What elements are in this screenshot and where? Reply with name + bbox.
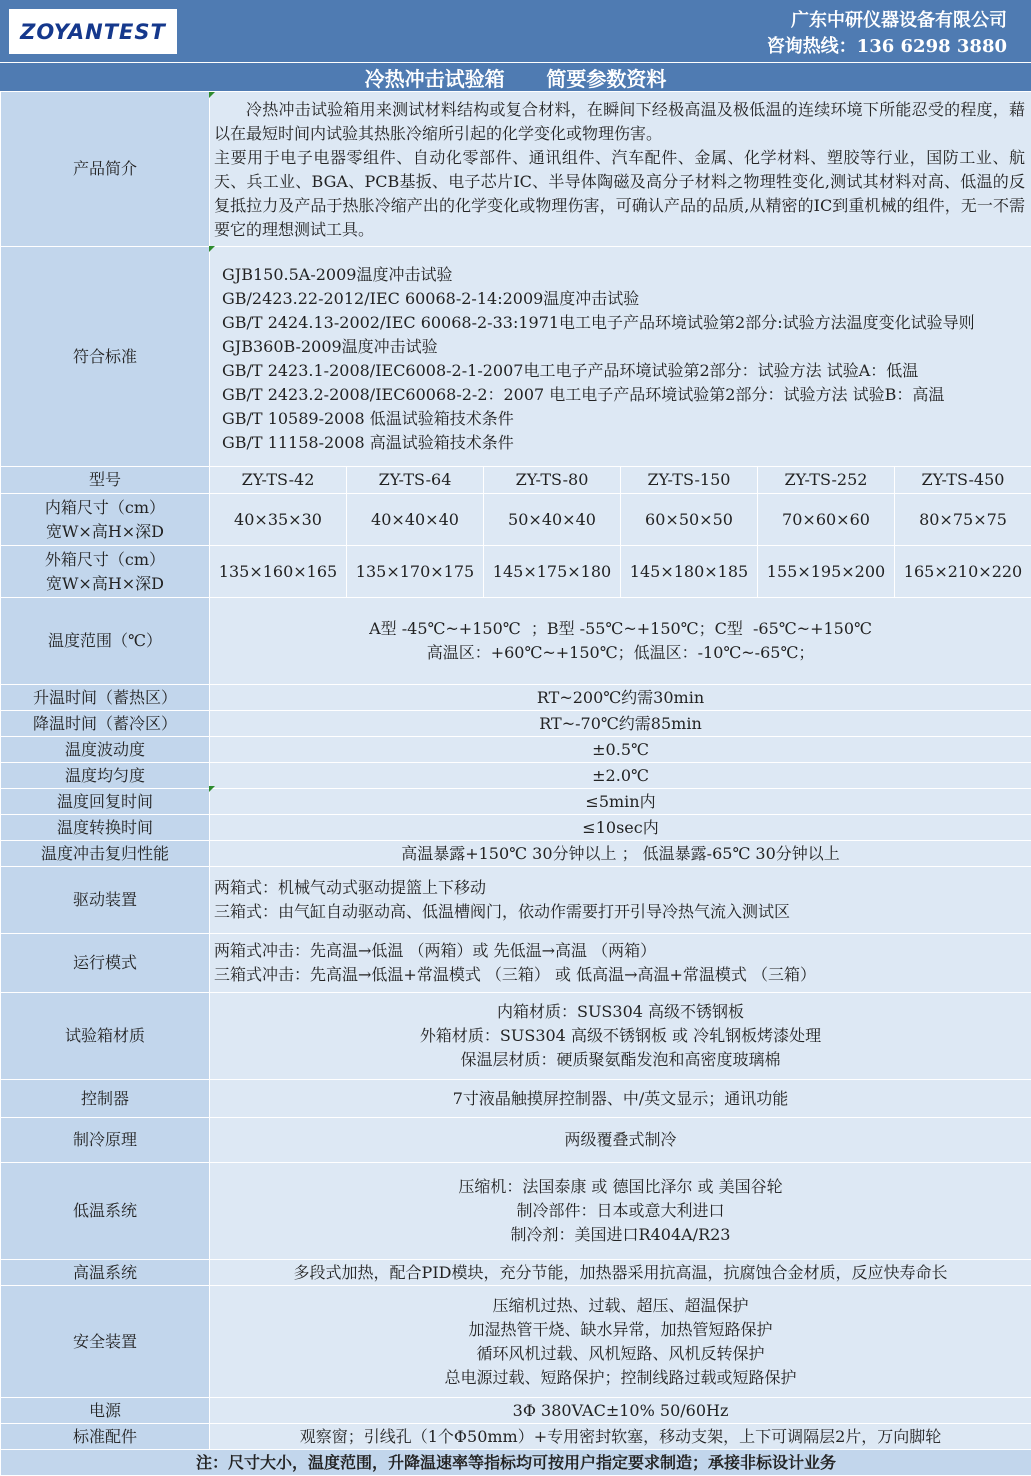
inner-size-value: 70×60×60 xyxy=(758,494,895,546)
outer-size-value: 155×195×200 xyxy=(758,546,895,598)
page-title: 冷热冲击试验箱 简要参数资料 xyxy=(365,63,667,92)
drive-row xyxy=(1,867,1031,934)
model-row xyxy=(1,467,1031,494)
fluctuation-row xyxy=(1,737,1031,763)
high-system-row xyxy=(1,1260,1031,1286)
cool-down-row xyxy=(1,711,1031,737)
outer-size-label-line1: 外箱尺寸（cm） xyxy=(1,548,209,572)
cell-marker-icon xyxy=(209,92,215,98)
power-row xyxy=(1,1398,1031,1424)
standard-item: GB/T 2424.13-2002/IEC 60068-2-33:1971电工电子产品环境试验第2部分:试验方法温度变化试验导则 xyxy=(222,311,1027,335)
outer-size-label xyxy=(1,546,210,598)
inner-size-value: 40×35×30 xyxy=(210,494,347,546)
refrig-row xyxy=(1,1118,1031,1163)
outer-size-row xyxy=(1,546,1031,598)
heat-up-label: 升温时间（蓄热区） xyxy=(1,685,210,711)
material-label: 试验箱材质 xyxy=(1,993,210,1080)
model-name: ZY-TS-252 xyxy=(758,467,895,494)
uniformity-label: 温度均匀度 xyxy=(1,763,210,789)
inner-size-row xyxy=(1,494,1031,546)
page-header xyxy=(0,0,1031,62)
standard-item: GB/T 11158-2008 高温试验箱技术条件 xyxy=(222,431,1027,455)
low-system-line3: 制冷剂：美国进口R404A/R23 xyxy=(210,1223,1031,1247)
temp-range-label: 温度范围（℃） xyxy=(1,598,210,685)
note-row xyxy=(1,1450,1031,1476)
safety-row xyxy=(1,1286,1031,1398)
recovery-label: 温度回复时间 xyxy=(1,789,210,815)
uniformity-value: ±2.0℃ xyxy=(210,763,1031,789)
cool-down-value: RT~-70℃约需85min xyxy=(210,711,1031,737)
outer-size-value: 165×210×220 xyxy=(895,546,1031,598)
temp-range-row xyxy=(1,598,1031,685)
low-system-line2: 制冷部件：日本或意大利进口 xyxy=(210,1199,1031,1223)
standard-item: GB/T 2423.2-2008/IEC60068-2-2：2007 电工电子产品环境试验第2部分：试验方法 试验B：高温 xyxy=(222,383,1027,407)
temp-range-value xyxy=(210,598,1031,685)
inner-size-label xyxy=(1,494,210,546)
model-name: ZY-TS-64 xyxy=(347,467,484,494)
outer-size-value: 135×170×175 xyxy=(347,546,484,598)
fluctuation-label: 温度波动度 xyxy=(1,737,210,763)
safety-line2: 加湿热管干烧、缺水异常，加热管短路保护 xyxy=(210,1318,1031,1342)
inner-size-label-line2: 宽W×高H×深D xyxy=(1,520,209,544)
drive-label: 驱动装置 xyxy=(1,867,210,934)
repeat-label: 温度冲击复归性能 xyxy=(1,841,210,867)
model-name: ZY-TS-42 xyxy=(210,467,347,494)
mode-value xyxy=(210,934,1031,993)
material-value xyxy=(210,993,1031,1080)
cell-marker-icon xyxy=(209,246,215,252)
heat-up-value: RT~200℃约需30min xyxy=(210,685,1031,711)
footer-note: 注：尺寸大小，温度范围，升降温速率等指标均可按用户指定要求制造；承接非标设计业务 xyxy=(1,1450,1031,1476)
intro-paragraph-1: 冷热冲击试验箱用来测试材料结构或复合材料，在瞬间下经极高温及极低温的连续环境下所能忍受的程度，藉以在最短时间内试验其热胀冷缩所引起的化学变化或物理伤害。 xyxy=(214,98,1025,146)
low-system-value xyxy=(210,1163,1031,1260)
switch-label: 温度转换时间 xyxy=(1,815,210,841)
low-system-line1: 压缩机：法国泰康 或 德国比泽尔 或 美国谷轮 xyxy=(210,1175,1031,1199)
company-logo xyxy=(9,9,177,54)
outer-size-value: 135×160×165 xyxy=(210,546,347,598)
material-line3: 保温层材质：硬质聚氨酯发泡和高密度玻璃棉 xyxy=(210,1048,1031,1072)
standard-item: GB/T 2423.1-2008/IEC6008-2-1-2007电工电子产品环境试验第2部分：试验方法 试验A：低温 xyxy=(222,359,1027,383)
standard-item: GB/2423.22-2012/IEC 60068-2-14:2009温度冲击试验 xyxy=(222,287,1027,311)
drive-line1: 两箱式：机械气动式驱动提篮上下移动 xyxy=(214,876,1031,900)
repeat-row xyxy=(1,841,1031,867)
cell-marker-icon xyxy=(209,786,215,792)
standards-list xyxy=(210,247,1031,467)
controller-label: 控制器 xyxy=(1,1080,210,1118)
outer-size-value: 145×180×185 xyxy=(621,546,758,598)
drive-line2: 三箱式：由气缸自动驱动高、低温槽阀门，依动作需要打开引导冷热气流入测试区 xyxy=(214,900,1031,924)
cool-down-label: 降温时间（蓄冷区） xyxy=(1,711,210,737)
accessories-label: 标准配件 xyxy=(1,1424,210,1450)
inner-size-value: 50×40×40 xyxy=(484,494,621,546)
company-info xyxy=(767,8,1007,60)
standard-item: GB/T 10589-2008 低温试验箱技术条件 xyxy=(222,407,1027,431)
page-title-bar xyxy=(0,62,1031,91)
material-line2: 外箱材质：SUS304 高级不锈钢板 或 冷轧钢板烤漆处理 xyxy=(210,1024,1031,1048)
model-label: 型号 xyxy=(1,467,210,494)
switch-value: ≤10sec内 xyxy=(210,815,1031,841)
standards-row xyxy=(1,247,1031,467)
fluctuation-value: ±0.5℃ xyxy=(210,737,1031,763)
material-row xyxy=(1,993,1031,1080)
temp-range-line1: A型 -45℃~+150℃ ；B型 -55℃~+150℃；C型 -65℃~+150℃ xyxy=(210,617,1031,641)
logo-text: ZOYANTEST xyxy=(20,20,166,44)
mode-label: 运行模式 xyxy=(1,934,210,993)
standards-label: 符合标准 xyxy=(1,247,210,467)
safety-line1: 压缩机过热、过载、超压、超温保护 xyxy=(210,1294,1031,1318)
inner-size-value: 40×40×40 xyxy=(347,494,484,546)
temp-range-line2: 高温区：+60℃~+150℃；低温区：-10℃~-65℃； xyxy=(210,641,1031,665)
uniformity-row xyxy=(1,763,1031,789)
inner-size-label-line1: 内箱尺寸（cm） xyxy=(1,496,209,520)
recovery-row xyxy=(1,789,1031,815)
outer-size-value: 145×175×180 xyxy=(484,546,621,598)
high-system-label: 高温系统 xyxy=(1,1260,210,1286)
recovery-value: ≤5min内 xyxy=(210,789,1031,815)
model-name: ZY-TS-450 xyxy=(895,467,1031,494)
safety-label: 安全装置 xyxy=(1,1286,210,1398)
heat-up-row xyxy=(1,685,1031,711)
model-name: ZY-TS-150 xyxy=(621,467,758,494)
accessories-value: 观察窗；引线孔（1个Φ50mm）+专用密封软塞，移动支架，上下可调隔层2片，万向脚轮 xyxy=(210,1424,1031,1450)
accessories-row xyxy=(1,1424,1031,1450)
inner-size-value: 60×50×50 xyxy=(621,494,758,546)
company-name: 广东中研仪器设备有限公司 xyxy=(767,8,1007,34)
high-system-value: 多段式加热，配合PID模块，充分节能，加热器采用抗高温，抗腐蚀合金材质，反应快寿命长 xyxy=(210,1260,1031,1286)
outer-size-label-line2: 宽W×高H×深D xyxy=(1,572,209,596)
standard-item: GJB150.5A-2009温度冲击试验 xyxy=(222,263,1027,287)
low-system-label: 低温系统 xyxy=(1,1163,210,1260)
low-system-row xyxy=(1,1163,1031,1260)
intro-text xyxy=(210,92,1031,247)
safety-line3: 循环风机过载、风机短路、风机反转保护 xyxy=(210,1342,1031,1366)
drive-value xyxy=(210,867,1031,934)
intro-row xyxy=(1,92,1031,247)
safety-value xyxy=(210,1286,1031,1398)
standard-item: GJB360B-2009温度冲击试验 xyxy=(222,335,1027,359)
controller-value: 7寸液晶触摸屏控制器、中/英文显示；通讯功能 xyxy=(210,1080,1031,1118)
inner-size-value: 80×75×75 xyxy=(895,494,1031,546)
model-name: ZY-TS-80 xyxy=(484,467,621,494)
switch-row xyxy=(1,815,1031,841)
repeat-value: 高温暴露+150℃ 30分钟以上 ； 低温暴露-65℃ 30分钟以上 xyxy=(210,841,1031,867)
refrig-label: 制冷原理 xyxy=(1,1118,210,1163)
safety-line4: 总电源过载、短路保护；控制线路过载或短路保护 xyxy=(210,1366,1031,1390)
power-value: 3Φ 380VAC±10% 50/60Hz xyxy=(210,1398,1031,1424)
intro-label: 产品简介 xyxy=(1,92,210,247)
intro-paragraph-2: 主要用于电子电器零组件、自动化零部件、通讯组件、汽车配件、金属、化学材料、塑胶等行业，国防工业、航天、兵工业、BGA、PCB基扳、电子芯片IC、半导体陶磁及高分子材料之物理牲变化,测试其材料对高、低温的反复抵拉力及产品于热胀冷缩产出的化学变化或物理伤害，可确认产品的品质,从精密的IC到重机械的组件，无一不需要它的理想测试工具。 xyxy=(214,146,1025,242)
spec-table xyxy=(0,91,1031,1476)
controller-row xyxy=(1,1080,1031,1118)
material-line1: 内箱材质：SUS304 高级不锈钢板 xyxy=(210,1000,1031,1024)
refrig-value: 两级覆叠式制冷 xyxy=(210,1118,1031,1163)
hotline: 咨询热线：136 6298 3880 xyxy=(767,34,1007,60)
power-label: 电源 xyxy=(1,1398,210,1424)
mode-line1: 两箱式冲击：先高温→低温 （两箱）或 先低温→高温 （两箱） xyxy=(214,939,1031,963)
mode-line2: 三箱式冲击：先高温→低温+常温模式 （三箱） 或 低高温→高温+常温模式 （三箱） xyxy=(214,963,1031,987)
mode-row xyxy=(1,934,1031,993)
